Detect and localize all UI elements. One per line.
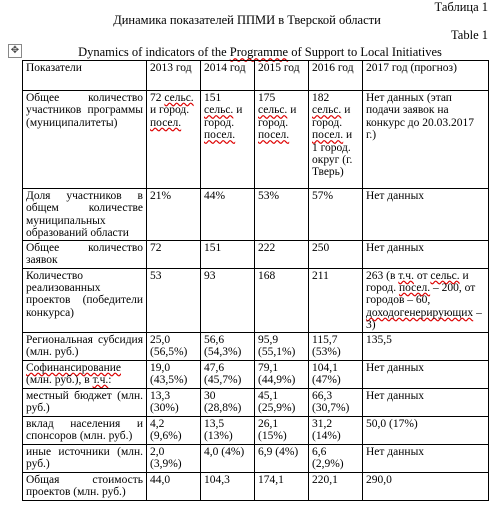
table-cell: 222 bbox=[255, 240, 309, 268]
row-label: местный бюджет (млн. руб.) bbox=[23, 388, 147, 416]
table-row bbox=[23, 332, 489, 360]
column-header: 2014 год bbox=[201, 61, 255, 91]
table-number-ru: Таблица 1 bbox=[434, 0, 488, 14]
table-row bbox=[23, 360, 489, 388]
table-cell: 53% bbox=[255, 189, 309, 241]
table-cell: 174,1 bbox=[255, 472, 309, 500]
table-cell: 44% bbox=[201, 189, 255, 241]
table-cell: 13,3 (30%) bbox=[147, 388, 201, 416]
row-label: вклад населения и спонсоров (млн. руб.) bbox=[23, 416, 147, 444]
table-cell: 19,0 (43,5%) bbox=[147, 360, 201, 388]
table-header-row bbox=[23, 61, 489, 91]
table-number-en: Table 1 bbox=[451, 28, 488, 42]
table-cell: 79,1 (44,9%) bbox=[255, 360, 309, 388]
table-cell: 21% bbox=[147, 189, 201, 241]
table-cell: 211 bbox=[309, 268, 363, 332]
table-cell: Нет данных (этап подачи заявок на конкурс до 20.03.2017 г.) bbox=[363, 91, 489, 189]
table-cell: 26,1 (15%) bbox=[255, 416, 309, 444]
table-cell: 53 bbox=[147, 268, 201, 332]
table-cell: 6,6 (2,9%) bbox=[309, 444, 363, 472]
table-row bbox=[23, 472, 489, 500]
table-cell: 31,2 (14%) bbox=[309, 416, 363, 444]
table-cell: Нет данных bbox=[363, 444, 489, 472]
table-cell: 151 bbox=[201, 240, 255, 268]
table-cell: 290,0 bbox=[363, 472, 489, 500]
table-cell: 44,0 bbox=[147, 472, 201, 500]
table-move-handle-icon[interactable]: ✥ bbox=[8, 44, 22, 58]
table-row bbox=[23, 416, 489, 444]
table-cell: 6,9 (4%) bbox=[255, 444, 309, 472]
table-cell: 4,0 (4%) bbox=[201, 444, 255, 472]
table-title-ru: Динамика показателей ППМИ в Тверской области bbox=[113, 13, 381, 27]
table-cell: Нет данных bbox=[363, 189, 489, 241]
row-label: Общее количество участников программы (муниципалитеты) bbox=[23, 91, 147, 189]
table-cell: 151 сельс. и город. посел. bbox=[201, 91, 255, 189]
table-cell: 57% bbox=[309, 189, 363, 241]
table-cell: 93 bbox=[201, 268, 255, 332]
table-cell: 30 (28,8%) bbox=[201, 388, 255, 416]
row-label: Общая стоимость проектов (млн. руб.) bbox=[23, 472, 147, 500]
column-header: Показатели bbox=[23, 61, 147, 91]
table-cell: Нет данных bbox=[363, 388, 489, 416]
table-cell: 50,0 (17%) bbox=[363, 416, 489, 444]
table-row bbox=[23, 444, 489, 472]
column-header: 2013 год bbox=[147, 61, 201, 91]
table-title-en: Dynamics of indicators of the Programme of Support to Local Initiatives bbox=[78, 45, 442, 59]
table-cell: 47,6 (45,7%) bbox=[201, 360, 255, 388]
table-row bbox=[23, 240, 489, 268]
table-cell: 168 bbox=[255, 268, 309, 332]
row-label: Региональная субсидия (млн. руб.) bbox=[23, 332, 147, 360]
table-cell: 115,7 (53%) bbox=[309, 332, 363, 360]
table-cell: 4,2 (9,6%) bbox=[147, 416, 201, 444]
column-header: 2016 год bbox=[309, 61, 363, 91]
indicators-table bbox=[22, 60, 489, 501]
table-cell: 95,9 (55,1%) bbox=[255, 332, 309, 360]
table-cell: 56,6 (54,3%) bbox=[201, 332, 255, 360]
table-cell: 250 bbox=[309, 240, 363, 268]
table-cell: 182 сельс. и город. посел. и 1 город. округ (г. Тверь) bbox=[309, 91, 363, 189]
row-label: Софинансирование (млн. руб.), в т.ч.: bbox=[23, 360, 147, 388]
table-cell: 72 bbox=[147, 240, 201, 268]
row-label: Доля участников в общем количестве муниципальных образований области bbox=[23, 189, 147, 241]
row-label: иные источники (млн. руб.) bbox=[23, 444, 147, 472]
table-cell: Нет данных bbox=[363, 360, 489, 388]
table-cell: 72 сельс. и город. посел. bbox=[147, 91, 201, 189]
table-cell: 104,1 (47%) bbox=[309, 360, 363, 388]
table-cell: 263 (в т.ч. от сельс. и город. посел. – 200, от городов – 60, доходогенерирующих – 3) bbox=[363, 268, 489, 332]
table-cell: 13,5 (13%) bbox=[201, 416, 255, 444]
row-label: Общее количество заявок bbox=[23, 240, 147, 268]
table-cell: 66,3 (30,7%) bbox=[309, 388, 363, 416]
table-row bbox=[23, 189, 489, 241]
row-label: Количество реализованных проектов (победители конкурса) bbox=[23, 268, 147, 332]
table-cell: 220,1 bbox=[309, 472, 363, 500]
table-cell: 135,5 bbox=[363, 332, 489, 360]
table-cell: 104,3 bbox=[201, 472, 255, 500]
table-cell: 2,0 (3,9%) bbox=[147, 444, 201, 472]
table-row bbox=[23, 268, 489, 332]
column-header: 2017 год (прогноз) bbox=[363, 61, 489, 91]
table-cell: 45,1 (25,9%) bbox=[255, 388, 309, 416]
table-cell: 175 сельс. и город. посел. bbox=[255, 91, 309, 189]
table-row bbox=[23, 91, 489, 189]
column-header: 2015 год bbox=[255, 61, 309, 91]
table-row bbox=[23, 388, 489, 416]
table-cell: Нет данных bbox=[363, 240, 489, 268]
table-cell: 25,0 (56,5%) bbox=[147, 332, 201, 360]
